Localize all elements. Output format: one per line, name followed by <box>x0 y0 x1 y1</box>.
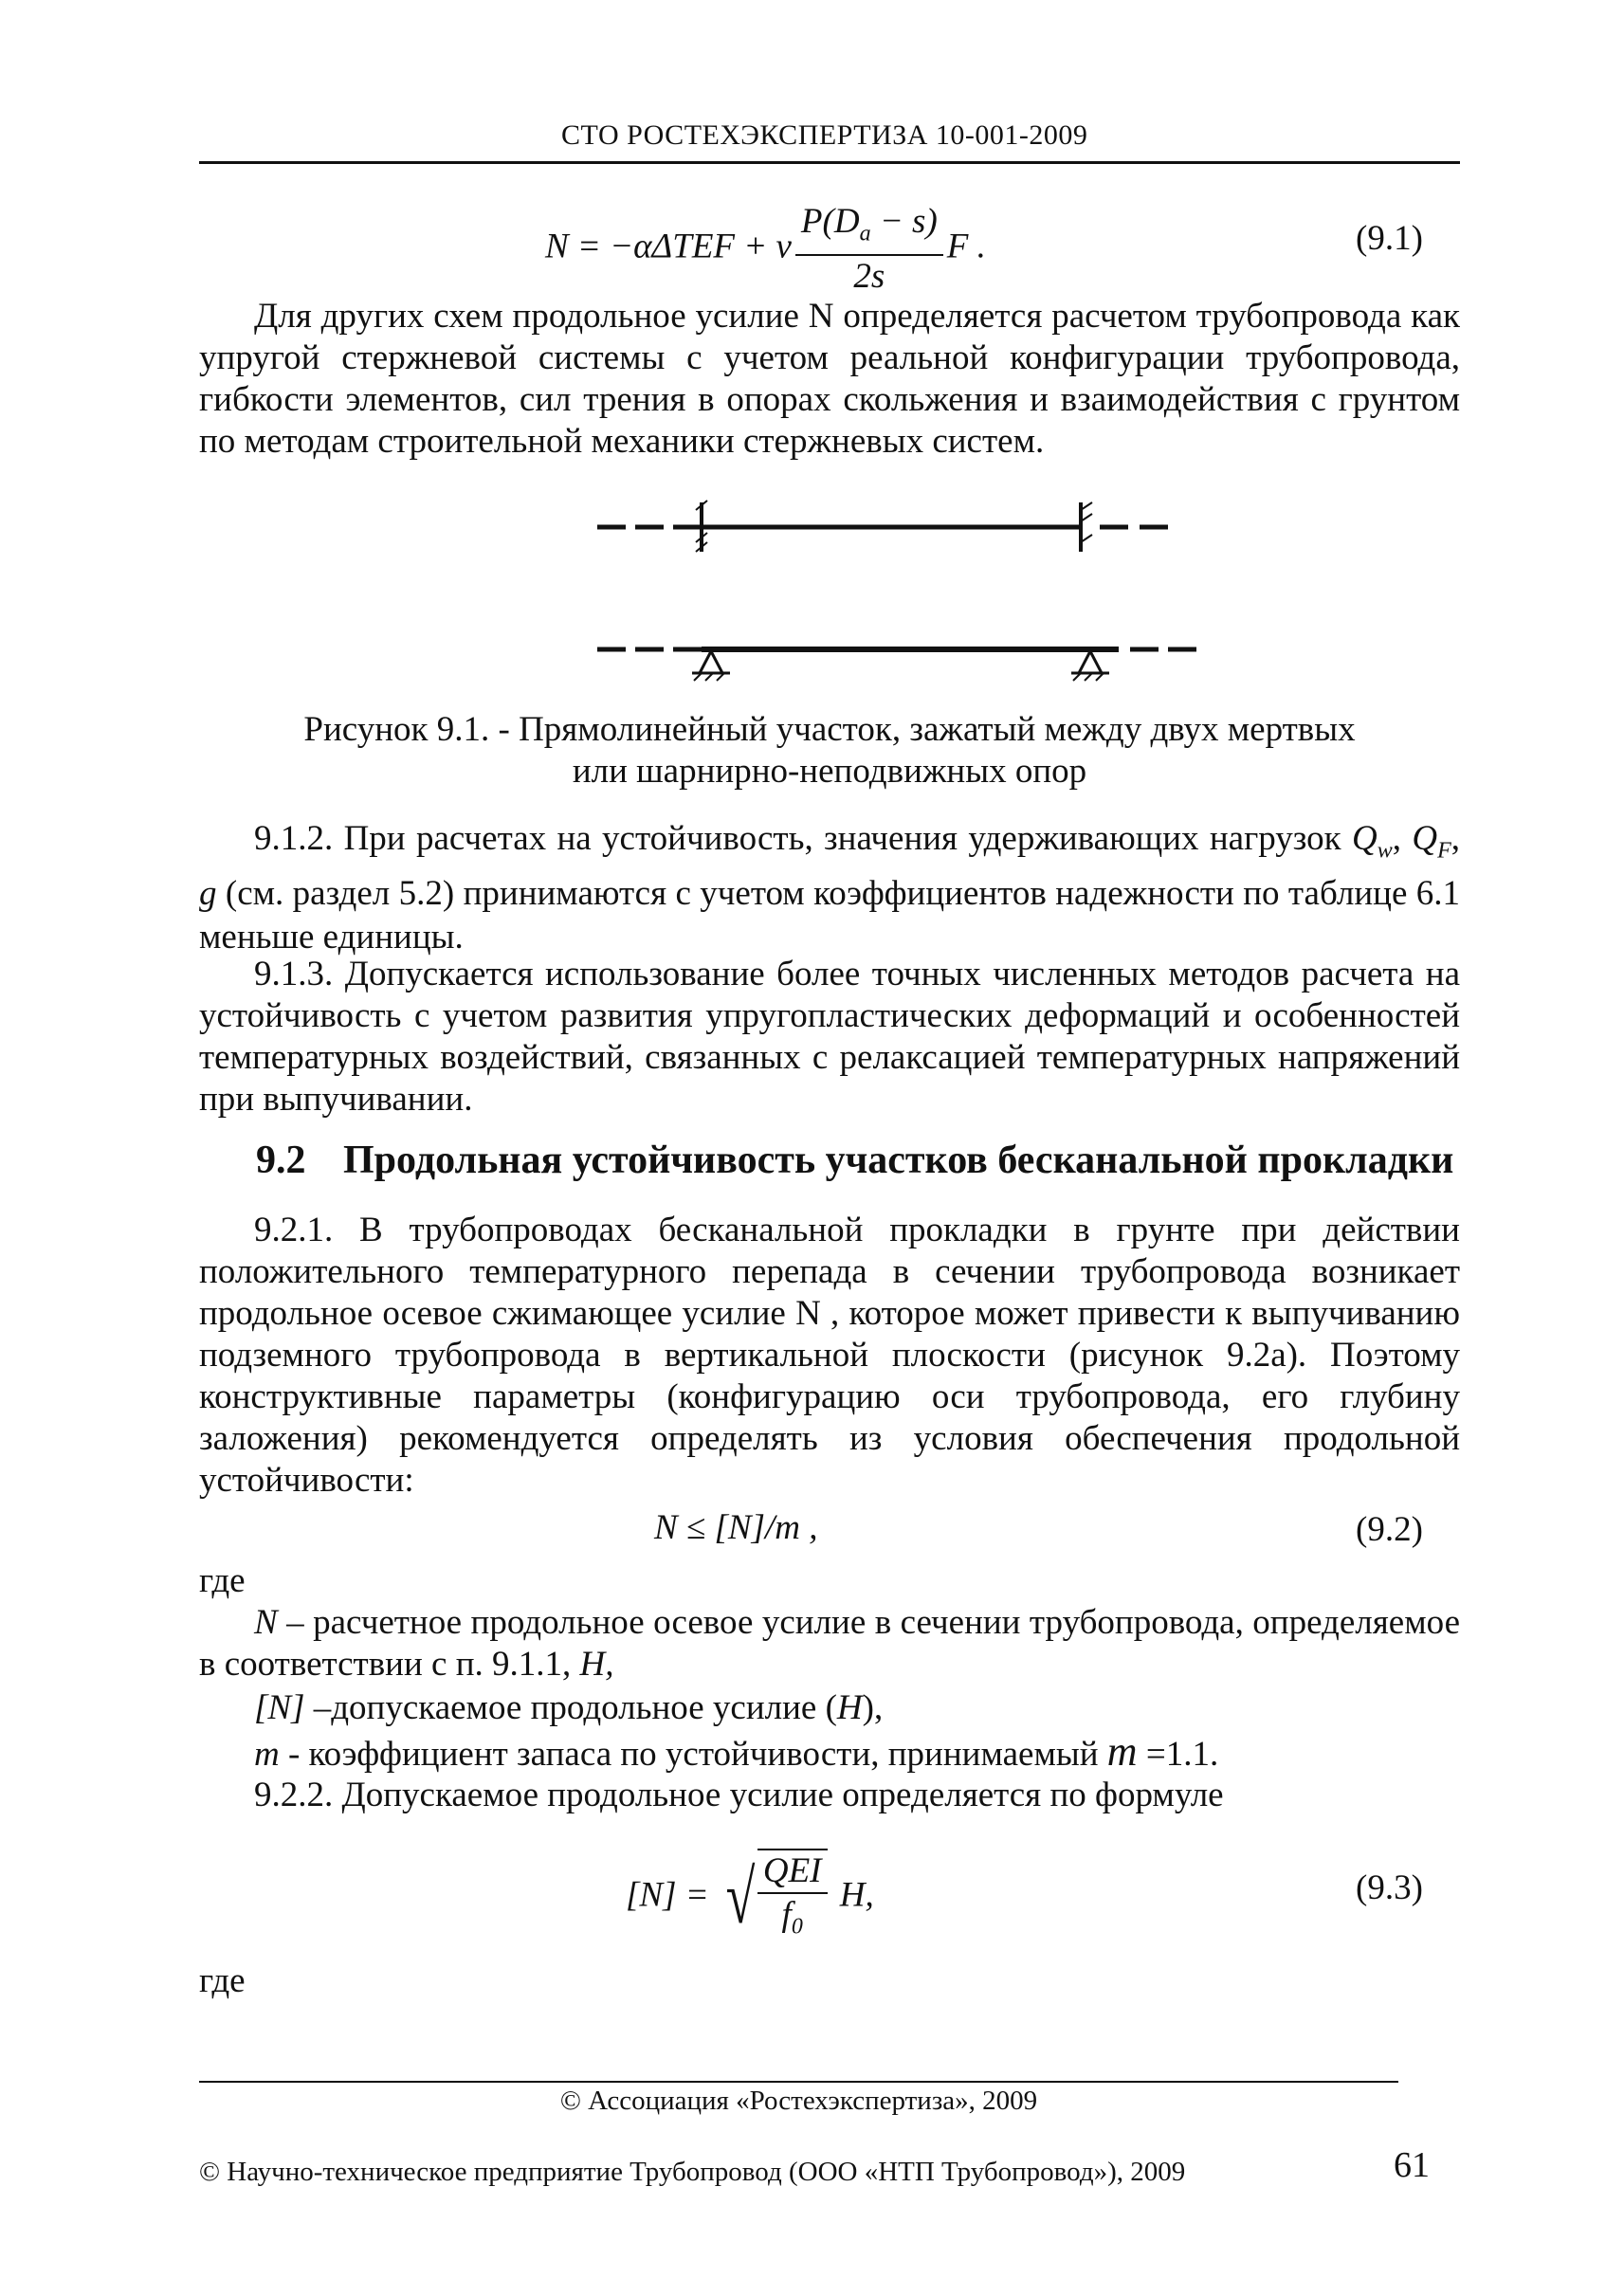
formula-9-1 <box>545 201 986 298</box>
definition-n: N – расчетное продольное осевое усилие в сечении трубопровода, определяемое в соответствии с п. 9.1.1, Н, <box>199 1603 1460 1684</box>
formula-9-1-denominator: 2s <box>853 257 885 297</box>
page-number: 61 <box>1394 2145 1430 2185</box>
figure-9-1 <box>578 493 1213 711</box>
section-title: Продольная устойчивость участков бесканальной прокладки <box>343 1139 1454 1182</box>
figure-caption-line-2: или шарнирно-неподвижных опор <box>572 752 1087 791</box>
formula-9-1-lhs: N = −αΔTEF + ν <box>545 227 792 266</box>
formula-9-3 <box>626 1849 874 1947</box>
section-number: 9.2 <box>256 1139 306 1182</box>
formula-9-1-numerator: P(D <box>800 202 860 241</box>
definition-allowable-n: [N] –допускаемое продольное усилие (Н), <box>254 1688 884 1727</box>
definition-m: m - коэффициент запаса по устойчивости, принимаемый m =1.1. <box>254 1728 1219 1775</box>
formula-9-3-fraction <box>757 1849 828 1947</box>
where-label-2: где <box>199 1961 246 2000</box>
equation-number-9-1: (9.1) <box>1356 219 1423 258</box>
running-header: СТО РОСТЕХЭКСПЕРТИЗА 10-001-2009 <box>561 119 1088 151</box>
formula-9-3-lhs: [N] = <box>626 1875 709 1915</box>
symbol-g: g <box>199 874 217 914</box>
formula-9-1-fraction <box>795 201 943 298</box>
symbol-q-w: $Q_w$ <box>1352 819 1393 864</box>
clamped-beam-diagram <box>597 501 1168 552</box>
formula-9-1-numerator-tail: − s) <box>870 202 938 241</box>
formula-9-1-numerator-sub: a <box>859 221 871 246</box>
formula-9-3-unit: H, <box>839 1875 874 1915</box>
footer-copyright-association: © Ассоциация «Ростехэкспертиза», 2009 <box>559 2086 1038 2116</box>
paragraph-other-schemes: Для других схем продольное усилие N определяется расчетом трубопровода как упругой стержневой системы с учетом реальной конфигурации трубопровода, гибкости элементов, сил трения в опорах скольжения и взаимодействия с грунтом по методам строительной механики стержневых систем. <box>199 297 1460 461</box>
footer-copyright-enterprise: © Научно-техническое предприятие Трубопровод (ООО «НТП Трубопровод»), 2009 <box>199 2157 1186 2187</box>
header-rule <box>199 161 1460 164</box>
paragraph-9-1-2: 9.1.2. При расчетах на устойчивость, значения удерживающих нагрузок $Q_w$, $Q_F$, g (см. раздел 5.2) принимаются с учетом коэффициентов надежности по таблице 6.1 меньше единицы. <box>199 819 1460 957</box>
equation-number-9-2: (9.2) <box>1356 1510 1423 1549</box>
where-label-1: где <box>199 1561 246 1600</box>
formula-9-1-tail: F . <box>946 227 986 266</box>
section-heading-9-2 <box>256 1138 1453 1183</box>
figure-caption <box>199 709 1460 793</box>
formula-9-2: N ≤ [N]/m , <box>654 1508 818 1547</box>
pinned-beam-diagram <box>597 649 1196 681</box>
formula-9-3-denominator: $f_0$ <box>781 1895 803 1940</box>
paragraph-9-2-1: 9.2.1. В трубопроводах бесканальной прокладки в грунте при действии положительного температурного перепада в сечении трубопровода возникает продольное осевое сжимающее усилие N , которое может привести к выпучиванию подземного трубопровода в вертикальной плоскости (рисунок 9.2а). Поэтому конструктивные параметры (конфигурацию оси трубопровода, его глубину заложения) рекомендуется определять из условия обеспечения продольной устойчивости: <box>199 1211 1460 1500</box>
paragraph-9-2-2: 9.2.2. Допускаемое продольное усилие определяется по формуле <box>254 1776 1224 1814</box>
equation-number-9-3: (9.3) <box>1356 1868 1423 1907</box>
paragraph-9-1-3: 9.1.3. Допускается использование более точных численных методов расчета на устойчивость с учетом развития упругопластических деформаций и особенностей температурных воздействий, связанных с релаксацией температурных напряжений при выпучивании. <box>199 955 1460 1119</box>
figure-caption-line-1: Рисунок 9.1. - Прямолинейный участок, зажатый между двух мертвых <box>303 710 1356 749</box>
sqrt-sign: √ <box>725 1855 756 1940</box>
formula-9-3-numerator: QEI <box>757 1850 828 1894</box>
footer-rule <box>199 2081 1398 2083</box>
symbol-q-f: $Q_F$ <box>1412 819 1451 864</box>
